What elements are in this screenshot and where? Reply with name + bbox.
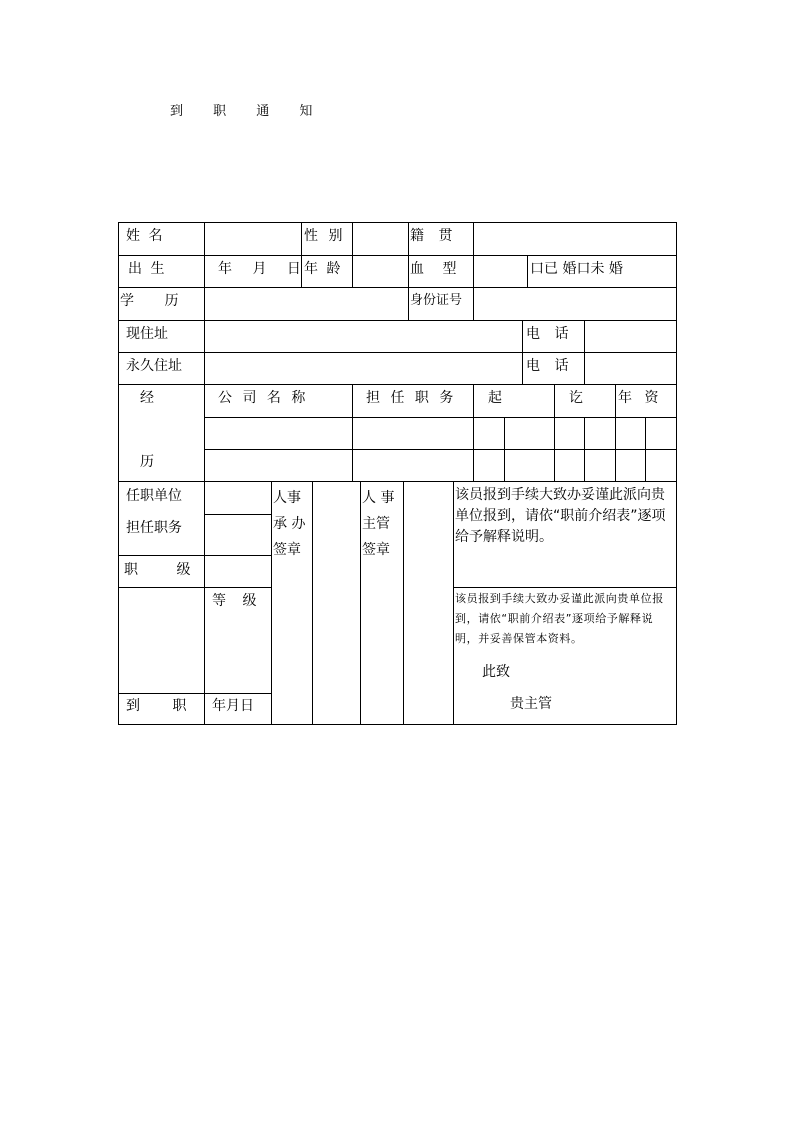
unit-label: 任职单位 (126, 488, 182, 504)
row-line (118, 320, 677, 321)
col-line (473, 222, 474, 320)
exp-col-line (645, 417, 646, 481)
col-line (527, 255, 528, 287)
birth-label: 出 生 (128, 261, 165, 277)
bottom-col-line (403, 481, 404, 725)
row-line (118, 481, 677, 482)
recipient-text: 贵主管 (510, 696, 552, 712)
border-bottom (118, 724, 677, 725)
seniority-header: 年 资 (618, 390, 659, 406)
bottom-row-line (204, 514, 271, 515)
bottom-col-line (360, 481, 361, 725)
row-line (118, 384, 677, 385)
bottom-col-line (271, 481, 272, 725)
age-label: 年 龄 (304, 261, 341, 277)
exp-col-line (615, 384, 616, 481)
exp-row-line (204, 449, 677, 450)
notice-text-secondary: 该员报到手续大致办妥谨此派向贵单位报到，请依“职前介绍表”逐项给予解释说明，并妥善保管本资料。 (455, 592, 664, 645)
arrival-label: 到 职 (126, 698, 187, 714)
page-title: 到 职 通 知 (170, 104, 313, 119)
row-line (118, 255, 677, 256)
duty-label: 担任职务 (126, 520, 182, 536)
from-date-header: 起 (488, 390, 502, 406)
origin-label: 籍 贯 (410, 228, 453, 244)
hr-handler-signature-label: 人事 承 办 签章 (273, 490, 306, 558)
col-line (522, 320, 523, 384)
name-label: 姓 名 (126, 228, 163, 244)
blood-type-label: 血 型 (410, 261, 457, 277)
bottom-row-line (118, 587, 271, 588)
gender-label: 性 别 (304, 228, 343, 244)
to-date-header: 讫 (569, 390, 583, 406)
id-number-label: 身份证号 (410, 293, 463, 308)
onboarding-form-table (118, 222, 677, 725)
col-line (301, 222, 302, 287)
col-line (584, 320, 585, 384)
bottom-col-line (453, 481, 454, 725)
phone-label: 电 话 (526, 358, 569, 374)
experience-label-bottom: 历 (140, 454, 154, 470)
border-left (118, 222, 119, 725)
exp-col-line (554, 384, 555, 481)
bottom-col-line (204, 481, 205, 725)
education-label: 学 历 (120, 293, 179, 309)
notice-divider (453, 587, 677, 588)
company-name-header: 公 司 名 称 (218, 390, 306, 406)
col-line (204, 222, 205, 481)
bottom-row-line (118, 693, 271, 694)
grade-label: 等 级 (212, 593, 257, 609)
closing-text: 此致 (482, 664, 510, 680)
exp-col-line (352, 384, 353, 481)
position-header: 担 任 职 务 (366, 390, 454, 406)
phone-label: 电 话 (526, 326, 569, 342)
row-line (118, 287, 677, 288)
bottom-row-line (118, 555, 271, 556)
arrival-date: 年月日 (212, 698, 254, 714)
birth-date: 年 月 日 (218, 261, 301, 277)
border-top (118, 222, 677, 223)
row-line (118, 352, 677, 353)
rank-label: 职 级 (124, 562, 191, 578)
notice-text: 该员报到手续大致办妥谨此派向贵单位报到，请依“职前介绍表”逐项给予解释说明。 (455, 487, 666, 545)
exp-col-line (504, 417, 505, 481)
col-line (352, 222, 353, 287)
marital-status: 口已 婚口未 婚 (530, 261, 623, 277)
col-line (408, 222, 409, 320)
bottom-col-line (312, 481, 313, 725)
exp-col-line (473, 384, 474, 481)
border-right (676, 222, 677, 725)
hr-supervisor-signature-label: 人 事 主管 签章 (362, 490, 395, 558)
current-address-label: 现住址 (126, 326, 168, 342)
permanent-address-label: 永久住址 (126, 358, 182, 374)
exp-col-line (584, 417, 585, 481)
exp-row-line (204, 417, 677, 418)
experience-label-top: 经 (140, 390, 154, 406)
